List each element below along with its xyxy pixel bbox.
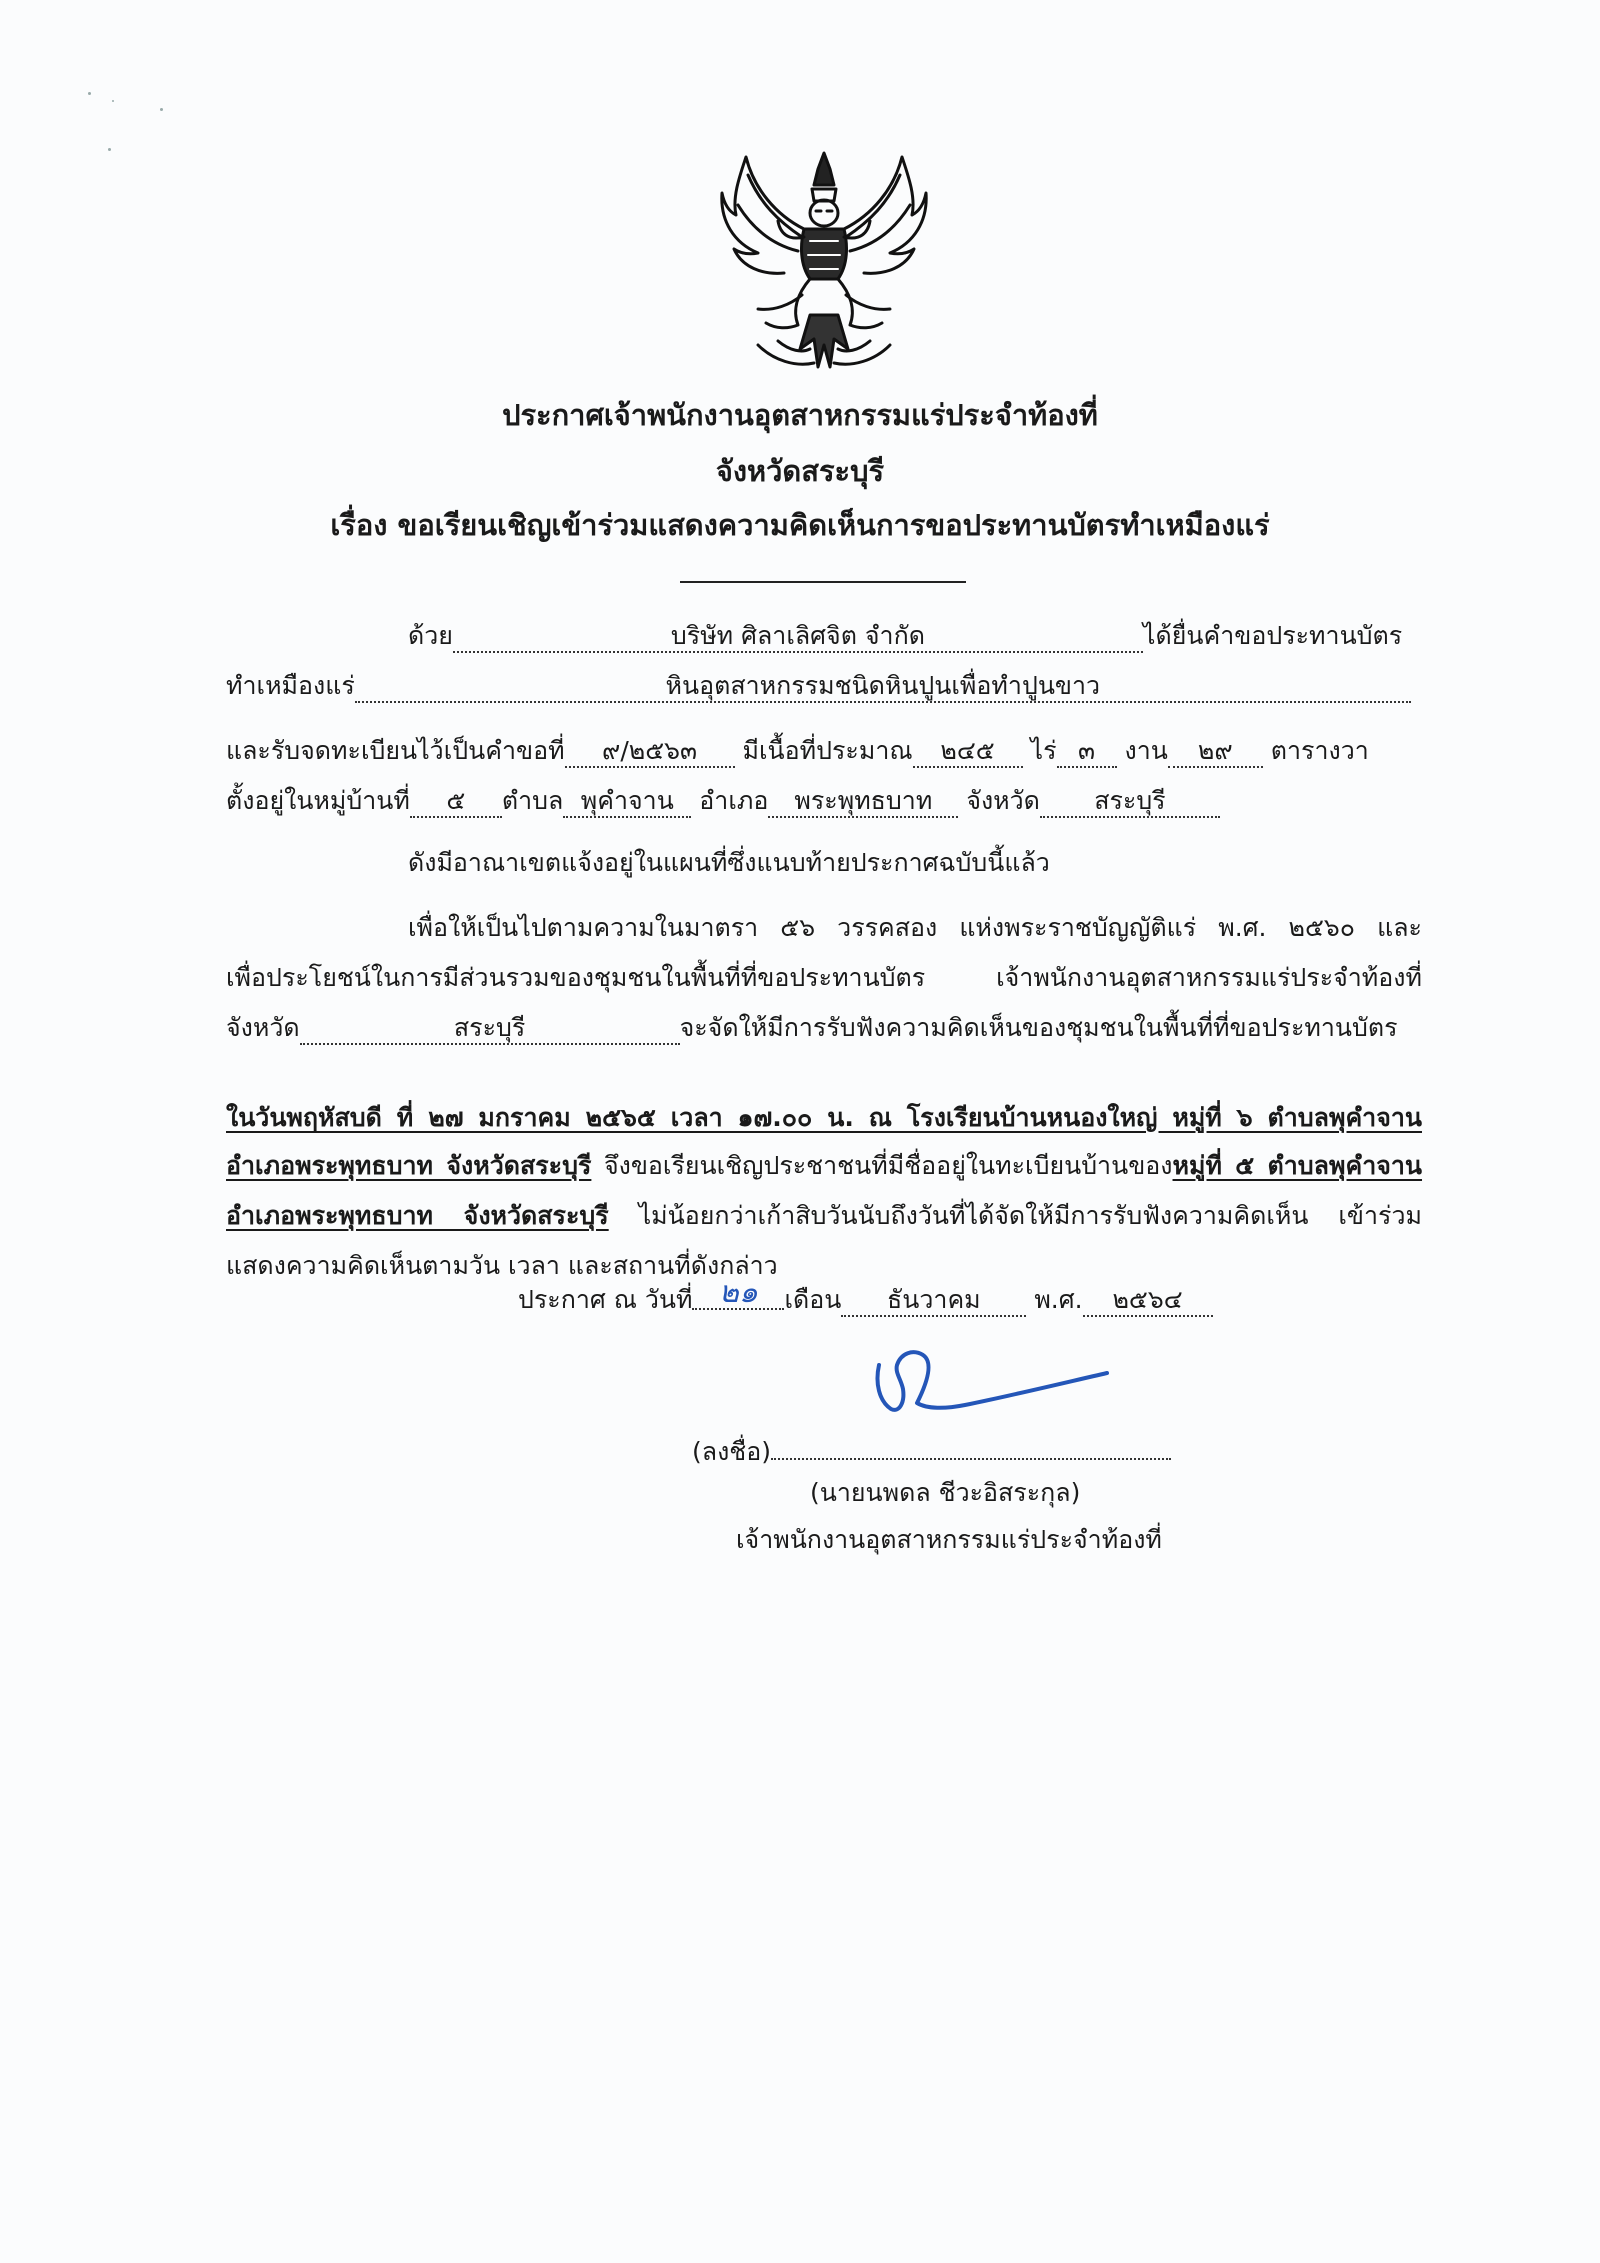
title-divider	[680, 581, 966, 583]
applicant-prefix: ด้วย	[408, 621, 453, 650]
ngan-label: งาน	[1124, 736, 1168, 765]
announce-day-field: ๒๑	[692, 1278, 784, 1310]
rai-label: ไร่	[1030, 736, 1057, 765]
amphoe-label: อำเภอ	[699, 786, 769, 815]
area-wa-field: ๒๙	[1168, 736, 1263, 768]
scan-speck	[108, 148, 111, 151]
announcement-subject: เรื่อง ขอเรียนเชิญเข้าร่วมแสดงความคิดเห็นการขอประทานบัตรทำเหมืองแร่	[330, 508, 1270, 542]
tambon-field: พุคำจาน	[563, 786, 691, 818]
mineral-type-field: หินอุตสาหกรรมชนิดหินปูนเพื่อทำปูนขาว	[355, 671, 1411, 703]
year-label: พ.ศ.	[1034, 1285, 1083, 1314]
scan-speck	[112, 100, 114, 102]
company-name-field: บริษัท ศิลาเลิศจิต จำกัด	[453, 621, 1143, 653]
mineral-line	[226, 668, 1411, 704]
signatory-position: เจ้าพนักงานอุตสาหกรรมแร่ประจำท้องที่	[736, 1525, 1162, 1554]
body-line-5b	[226, 1148, 1422, 1184]
garuda-emblem	[718, 145, 930, 377]
announce-date-line	[518, 1275, 1213, 1318]
province-label: จังหวัด	[966, 786, 1040, 815]
hearing-date-venue: ในวันพฤหัสบดี ที่ ๒๗ มกราคม ๒๕๖๕ เวลา ๑๗.๐๐ น. ณ โรงเรียนบ้านหนองใหญ่ หมู่ที่ ๖ ตำบลพุคำจาน	[226, 1103, 1422, 1132]
residency-text: ไม่น้อยกว่าเก้าสิบวันนับถึงวันที่ได้จัดให้มีการรับฟังความคิดเห็น เข้าร่วม	[608, 1201, 1422, 1230]
amphoe-highlight-2: อำเภอพระพุทธบาท จังหวัดสระบุรี	[226, 1201, 609, 1230]
body-province-label: จังหวัด	[226, 1013, 300, 1042]
area-rai-field: ๒๔๕	[913, 736, 1023, 768]
area-label: มีเนื้อที่ประมาณ	[742, 736, 913, 765]
application-number-field: ๙/๒๕๖๓	[565, 736, 735, 768]
amphoe-highlight-1: อำเภอพระพุทธบาท จังหวัดสระบุรี	[226, 1151, 592, 1180]
village-highlight: หมู่ที่ ๕ ตำบลพุคำจาน	[1172, 1151, 1423, 1180]
scan-speck	[160, 108, 163, 111]
signature-mark	[865, 1343, 1115, 1433]
map-note: ดังมีอาณาเขตแจ้งอยู่ในแผนที่ซึ่งแนบท้ายประกาศฉบับนี้แล้ว	[408, 848, 1050, 877]
scan-speck	[88, 92, 91, 95]
village-label: ตั้งอยู่ในหมู่บ้านที่	[226, 786, 410, 815]
announcement-province: จังหวัดสระบุรี	[715, 454, 885, 488]
signature-line	[692, 1428, 1171, 1470]
announcement-title: ประกาศเจ้าพนักงานอุตสาหกรรมแร่ประจำท้องที่	[502, 398, 1098, 432]
area-ngan-field: ๓	[1057, 736, 1117, 768]
registration-line	[226, 733, 1369, 769]
announce-date-label: ประกาศ ณ วันที่	[518, 1285, 693, 1314]
signatory-name: (นายนพดล ชีวะอิสระกุล)	[810, 1478, 1081, 1507]
signature-field	[771, 1428, 1171, 1460]
registration-label: และรับจดทะเบียนไว้เป็นคำขอที่	[226, 736, 565, 765]
mineral-label: ทำเหมืองแร่	[226, 671, 355, 700]
province-field: สระบุรี	[1040, 786, 1220, 818]
body-line-2: เพื่อประโยชน์ในการมีส่วนรวมของชุมชนในพื้นที่ที่ขอประทานบัตร เจ้าพนักงานอุตสาหกรรมแร่ประจำท้องที่	[226, 963, 1422, 992]
announce-month-field: ธันวาคม	[841, 1285, 1026, 1317]
month-label: เดือน	[784, 1285, 842, 1314]
body-line-3-text: จะจัดให้มีการรับฟังความคิดเห็นของชุมชนในพื้นที่ที่ขอประทานบัตร	[679, 1013, 1398, 1042]
body-line-1: เพื่อให้เป็นไปตามความในมาตรา ๕๖ วรรคสอง แห่งพระราชบัญญัติแร่ พ.ศ. ๒๕๖๐ และ	[408, 913, 1422, 942]
applicant-suffix: ได้ยื่นคำขอประทานบัตร	[1142, 621, 1403, 650]
invite-text: จึงขอเรียนเชิญประชาชนที่มีชื่ออยู่ในทะเบียนบ้านของ	[591, 1151, 1173, 1180]
body-line-3	[226, 1010, 1398, 1046]
village-field: ๕	[410, 786, 502, 818]
applicant-line	[408, 618, 1402, 654]
body-province-field: สระบุรี	[300, 1013, 680, 1045]
body-line-7: แสดงความคิดเห็นตามวัน เวลา และสถานที่ดังกล่าว	[226, 1251, 778, 1280]
tambon-label: ตำบล	[501, 786, 564, 815]
body-line-6	[226, 1198, 1422, 1234]
signature-label: (ลงชื่อ)	[692, 1437, 772, 1466]
announce-year-field: ๒๕๖๔	[1083, 1285, 1213, 1317]
amphoe-field: พระพุทธบาท	[768, 786, 958, 818]
location-line	[226, 783, 1220, 819]
wa-label: ตารางวา	[1270, 736, 1369, 765]
